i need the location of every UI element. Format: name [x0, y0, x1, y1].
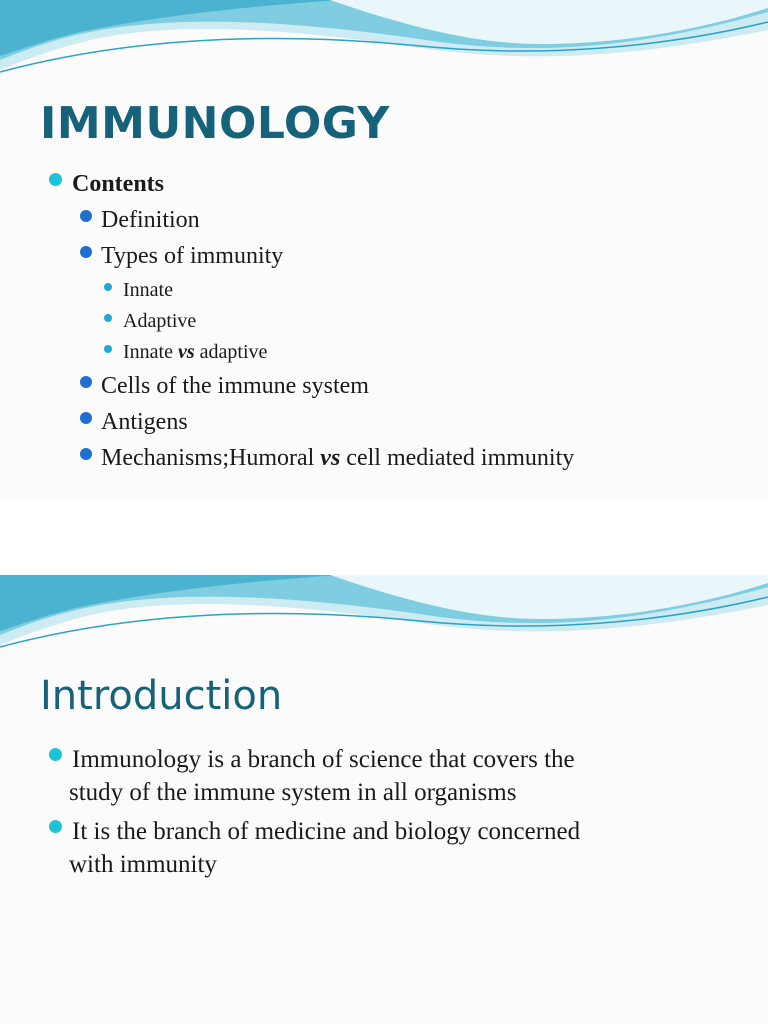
slide-2 — [0, 575, 768, 1024]
header-wave-decoration — [0, 0, 768, 90]
item-cells: Cells of the immune system — [101, 373, 369, 399]
intro-bullet-2-line-1: It is the branch of medicine and biology concerned — [72, 818, 581, 845]
item-definition: Definition — [101, 207, 200, 233]
intro-bullet-2-line-2: with immunity — [69, 851, 217, 878]
bullet-level3 — [104, 283, 112, 291]
item-types-of-immunity: Types of immunity — [101, 243, 284, 269]
slide-1 — [0, 0, 768, 500]
subitem-adaptive: Adaptive — [123, 310, 197, 332]
bullet-level1 — [49, 173, 62, 186]
intro-bullet-1-line-1: Immunology is a branch of science that covers the — [72, 746, 575, 773]
bullet-level2 — [80, 246, 92, 258]
bullet-level1 — [49, 748, 62, 761]
item-antigens: Antigens — [101, 409, 188, 435]
header-wave-decoration — [0, 575, 768, 665]
bullet-level3 — [104, 314, 112, 322]
bullet-level2 — [80, 412, 92, 424]
item-mechanisms: Mechanisms;Humoral vs cell mediated immunity — [101, 445, 575, 471]
bullet-level1 — [49, 820, 62, 833]
contents-heading: Contents — [72, 171, 165, 197]
slide-title: Introduction — [40, 673, 283, 719]
slide-title: IMMUNOLOGY — [40, 98, 390, 149]
bullet-level2 — [80, 210, 92, 222]
bullet-level3 — [104, 345, 112, 353]
bullet-level2 — [80, 376, 92, 388]
subitem-innate: Innate — [123, 279, 173, 301]
slide-gap — [0, 500, 768, 575]
bullet-level2 — [80, 448, 92, 460]
intro-bullet-1-line-2: study of the immune system in all organisms — [69, 779, 517, 806]
subitem-innate-vs-adaptive: Innate vs adaptive — [123, 341, 268, 363]
